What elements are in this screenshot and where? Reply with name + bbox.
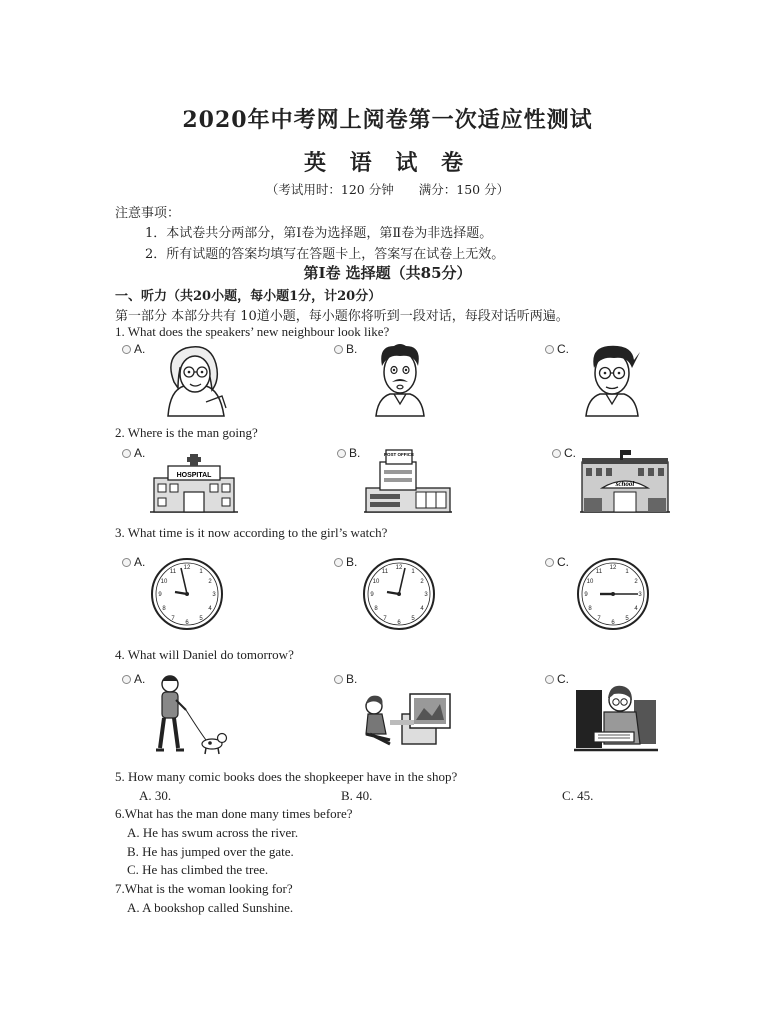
radio-button[interactable] [334,675,343,684]
svg-text:5: 5 [625,616,629,622]
q2-option-b[interactable]: B. [337,446,360,460]
q6-option-c[interactable]: C. He has climbed the tree. [127,862,269,877]
using-computer-icon [574,680,658,754]
svg-text:4: 4 [208,606,212,612]
svg-text:1: 1 [411,569,415,575]
clock-c-icon [576,556,650,632]
svg-text:6: 6 [611,620,615,626]
exam-info: （考试用时：120 分钟 满分：150 分） [265,182,510,197]
svg-text:3: 3 [638,592,642,598]
q3-option-a[interactable]: A. [122,555,145,569]
svg-text:2: 2 [634,579,638,585]
listening-heading: 一、听力（共20小题，每小题1分，计20分） [115,289,382,304]
svg-text:10: 10 [372,579,380,585]
svg-text:7: 7 [171,616,175,622]
question-3-text: 3. What time is it now according to the girl’s watch? [115,525,388,540]
svg-text:1: 1 [199,569,203,575]
listening-instructions: 第一部分 本部分共有 10道小题，每小题你将听到一段对话，每段对话听两遍。 [115,309,569,324]
note-item-1: 1．本试卷共分两部分，第Ⅰ卷为选择题，第Ⅱ卷为非选择题。 [145,226,493,241]
q4-option-b[interactable]: B. [334,672,357,686]
radio-button[interactable] [122,345,131,354]
radio-button[interactable] [334,558,343,567]
question-1-text: 1. What does the speakers’ new neighbour look like? [115,324,390,339]
walking-dog-icon [150,672,230,754]
svg-text:12: 12 [395,565,403,571]
q2-option-a[interactable]: A. [122,446,145,460]
q6-option-a[interactable]: A. He has swum across the river. [127,825,299,840]
q4-option-a[interactable]: A. [122,672,145,686]
hospital-sign: HOSPITAL [176,472,212,479]
exam-subtitle: 英 语 试 卷 [304,150,471,176]
q5-option-c[interactable]: C. 45. [562,788,594,803]
q7-option-a[interactable]: A. A bookshop called Sunshine. [127,900,294,915]
q5-option-a[interactable]: A. 30. [139,788,172,803]
q5-option-b[interactable]: B. 40. [341,788,373,803]
svg-text:10: 10 [586,579,594,585]
svg-text:11: 11 [169,569,177,575]
radio-button[interactable] [545,345,554,354]
hospital-icon [150,452,238,514]
exam-title: 2020年中考网上阅卷第一次适应性测试 [182,107,593,133]
svg-text:1: 1 [625,569,629,575]
q1-option-c[interactable]: C. [545,342,569,356]
part1-title: 第Ⅰ卷 选择题（共85分） [303,264,472,282]
clock-b-icon [362,556,436,632]
svg-text:6: 6 [397,620,401,626]
man-glasses-icon [580,342,644,418]
radio-button[interactable] [122,558,131,567]
svg-text:11: 11 [381,569,389,575]
question-5-text: 5. How many comic books does the shopkeeper have in the shop? [115,769,458,784]
q1-option-a[interactable]: A. [122,342,145,356]
svg-text:4: 4 [634,606,638,612]
svg-text:8: 8 [588,606,592,612]
q6-option-b[interactable]: B. He has jumped over the gate. [127,844,294,859]
svg-text:5: 5 [411,616,415,622]
radio-button[interactable] [545,675,554,684]
svg-text:7: 7 [597,616,601,622]
svg-text:8: 8 [374,606,378,612]
svg-text:12: 12 [183,565,191,571]
svg-text:5: 5 [199,616,203,622]
svg-text:9: 9 [158,592,162,598]
svg-text:8: 8 [162,606,166,612]
svg-text:6: 6 [185,620,189,626]
svg-text:2: 2 [420,579,424,585]
svg-text:3: 3 [212,592,216,598]
note-item-2: 2．所有试题的答案均填写在答题卡上，答案写在试卷上无效。 [145,247,505,262]
svg-text:11: 11 [595,569,603,575]
question-4-text: 4. What will Daniel do tomorrow? [115,647,294,662]
school-sign: school [615,480,635,488]
q1-option-b[interactable]: B. [334,342,357,356]
watching-tv-icon [360,690,452,750]
radio-button[interactable] [337,449,346,458]
radio-button[interactable] [334,345,343,354]
radio-button[interactable] [552,449,561,458]
woman-glasses-icon [160,342,232,418]
question-7-text: 7.What is the woman looking for? [115,881,293,896]
q4-option-c[interactable]: C. [545,672,569,686]
notes-heading: 注意事项： [115,206,181,221]
svg-text:7: 7 [383,616,387,622]
post-office-icon [364,448,452,514]
svg-text:10: 10 [160,579,168,585]
q3-option-c[interactable]: C. [545,555,569,569]
svg-text:3: 3 [424,592,428,598]
svg-text:4: 4 [420,606,424,612]
question-6-text: 6.What has the man done many times before? [115,806,353,821]
svg-text:12: 12 [609,565,617,571]
svg-text:2: 2 [208,579,212,585]
man-mustache-icon [372,342,428,418]
radio-button[interactable] [122,675,131,684]
svg-text:9: 9 [584,592,588,598]
school-icon [580,448,670,514]
question-2-text: 2. Where is the man going? [115,425,258,440]
svg-text:9: 9 [370,592,374,598]
post-office-sign: POST OFFICE [383,452,415,457]
q2-option-c[interactable]: C. [552,446,576,460]
radio-button[interactable] [545,558,554,567]
clock-a-icon [150,556,224,632]
radio-button[interactable] [122,449,131,458]
q3-option-b[interactable]: B. [334,555,357,569]
